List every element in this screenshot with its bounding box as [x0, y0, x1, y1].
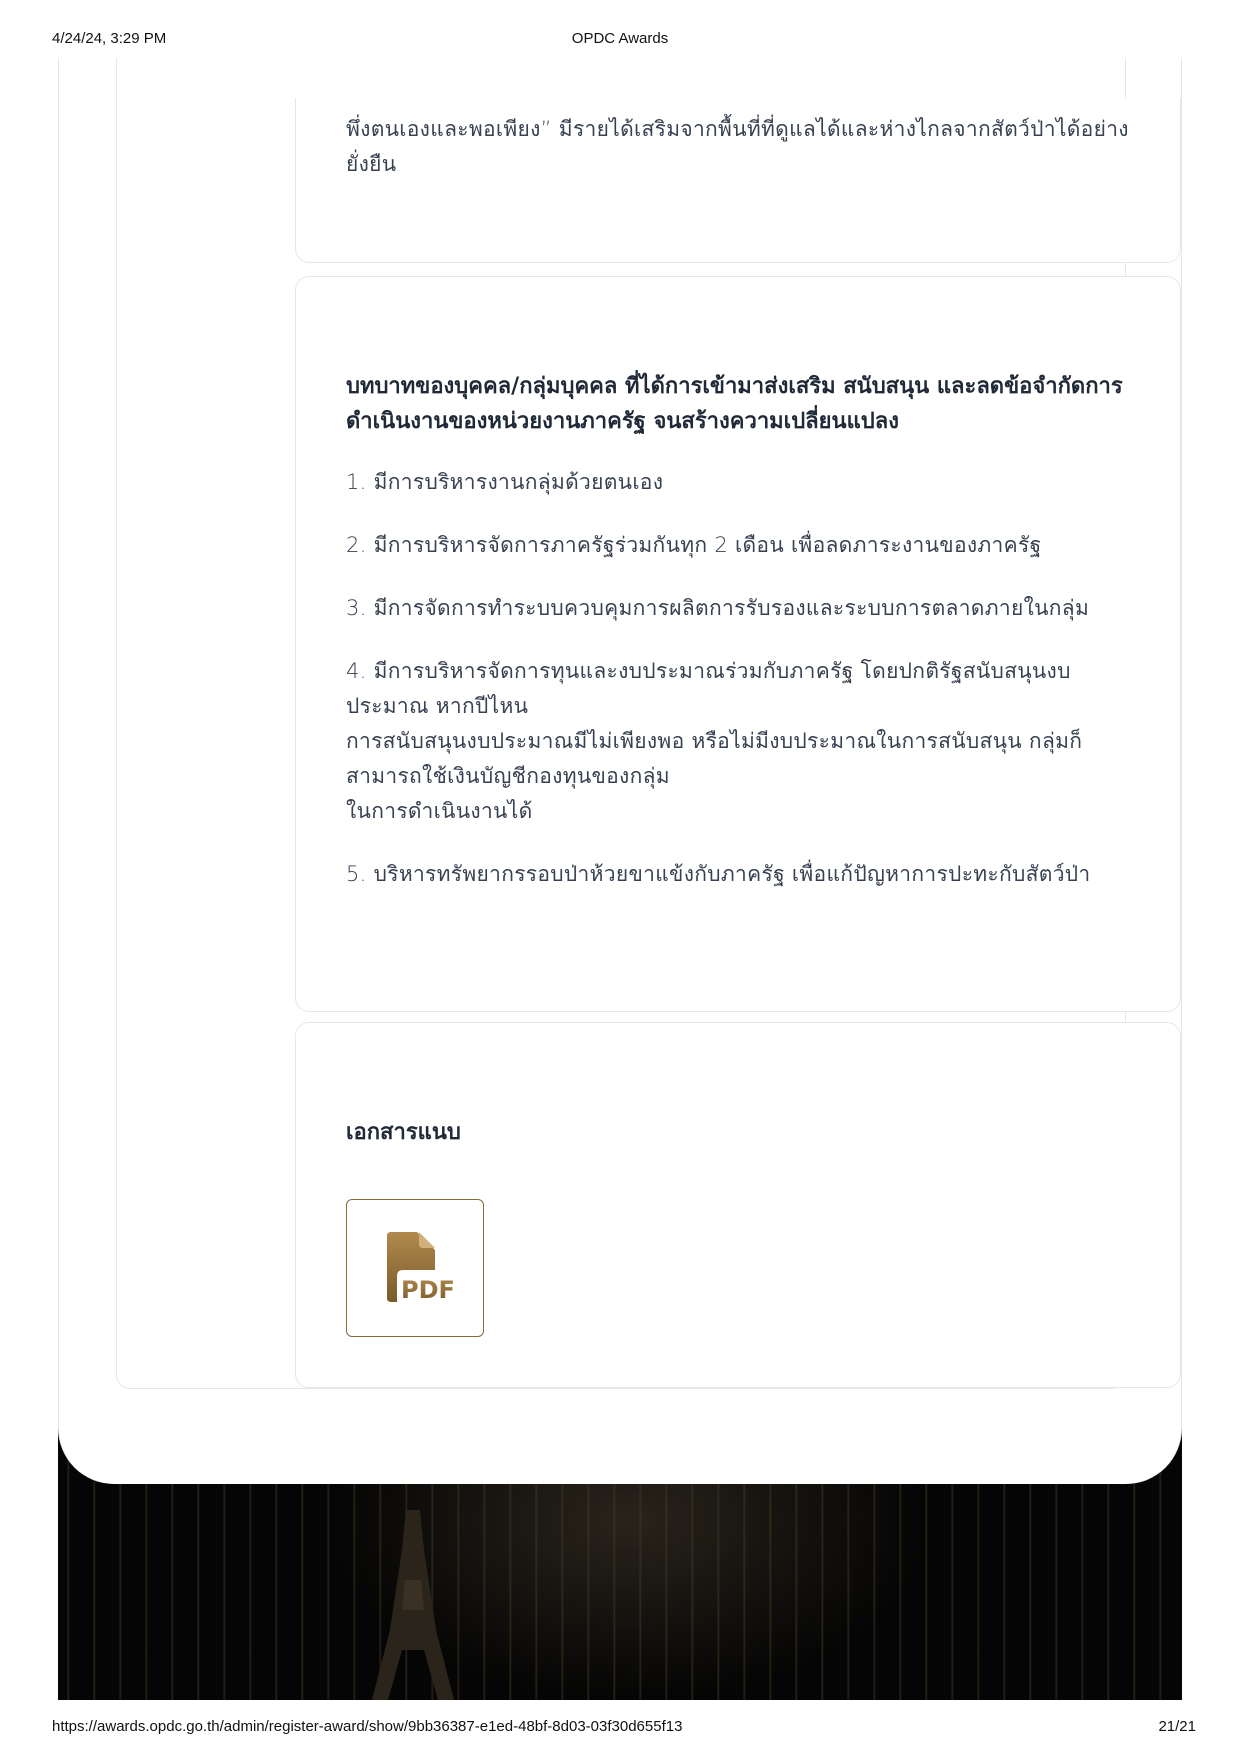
print-datetime: 4/24/24, 3:29 PM [52, 30, 167, 47]
attachments-section-title: เอกสารแนบ [346, 1120, 461, 1145]
pdf-attachment-link[interactable] [346, 1199, 484, 1337]
roles-list-item: 2. มีการบริหารจัดการภาครัฐร่วมกันทุก 2 เดือน เพื่อลดภาระงานของภาครัฐ [346, 533, 1042, 557]
print-page-title: OPDC Awards [571, 30, 669, 47]
description-text: พึ่งตนเองและพอเพียง” มีรายได้เสริมจากพื้นที่ที่ดูแลได้และห่างไกลจากสัตว์ป่าได้อย่างยั่งยืน [346, 117, 1129, 176]
print-footer [0, 1718, 1240, 1742]
print-header [0, 28, 1240, 52]
roles-list-item: 5. บริหารทรัพยากรรอบป่าห้วยขาแข้งกับภาครัฐ เพื่อแก้ปัญหาการปะทะกับสัตว์ป่า [346, 862, 1091, 886]
roles-list [346, 465, 1136, 920]
content-panel [116, 58, 1129, 1389]
roles-section-title: บทบาทของบุคคล/กลุ่มบุคคล ที่ได้การเข้ามาส่งเสริม สนับสนุน และลดข้อจำกัดการดำเนินงานของหน่วยงานภาครัฐ จนสร้างความเปลี่ยนแปลง [346, 374, 1123, 434]
attachments-card [295, 1022, 1181, 1388]
monument-silhouette [358, 1510, 468, 1700]
pdf-file-icon [383, 1232, 455, 1304]
roles-card [295, 276, 1181, 1012]
description-card [295, 98, 1181, 263]
roles-list-item: 1. มีการบริหารงานกลุ่มด้วยตนเอง [346, 470, 664, 494]
roles-list-item: 4. มีการบริหารจัดการทุนและงบประมาณร่วมกับภาครัฐ โดยปกติรัฐสนับสนุนงบประมาณ หากปีไหน การสนับสนุนงบประมาณมีไม่เพียงพอ หรือไม่มีงบประมาณในการสนับสนุน กลุ่มก็สามารถใช้เงินบัญชีกองทุนของกลุ่ม ในการดำเนินงานได้ [346, 659, 1083, 823]
roles-list-item: 3. มีการจัดการทำระบบควบคุมการผลิตการรับรองและระบบการตลาดภายในกลุ่ม [346, 596, 1090, 620]
print-page-number: 21/21 [1158, 1718, 1196, 1735]
print-url: https://awards.opdc.go.th/admin/register-award/show/9bb36387-e1ed-48bf-8d03-03f30d655f13 [52, 1718, 683, 1735]
pdf-icon-label: PDF [401, 1276, 455, 1304]
